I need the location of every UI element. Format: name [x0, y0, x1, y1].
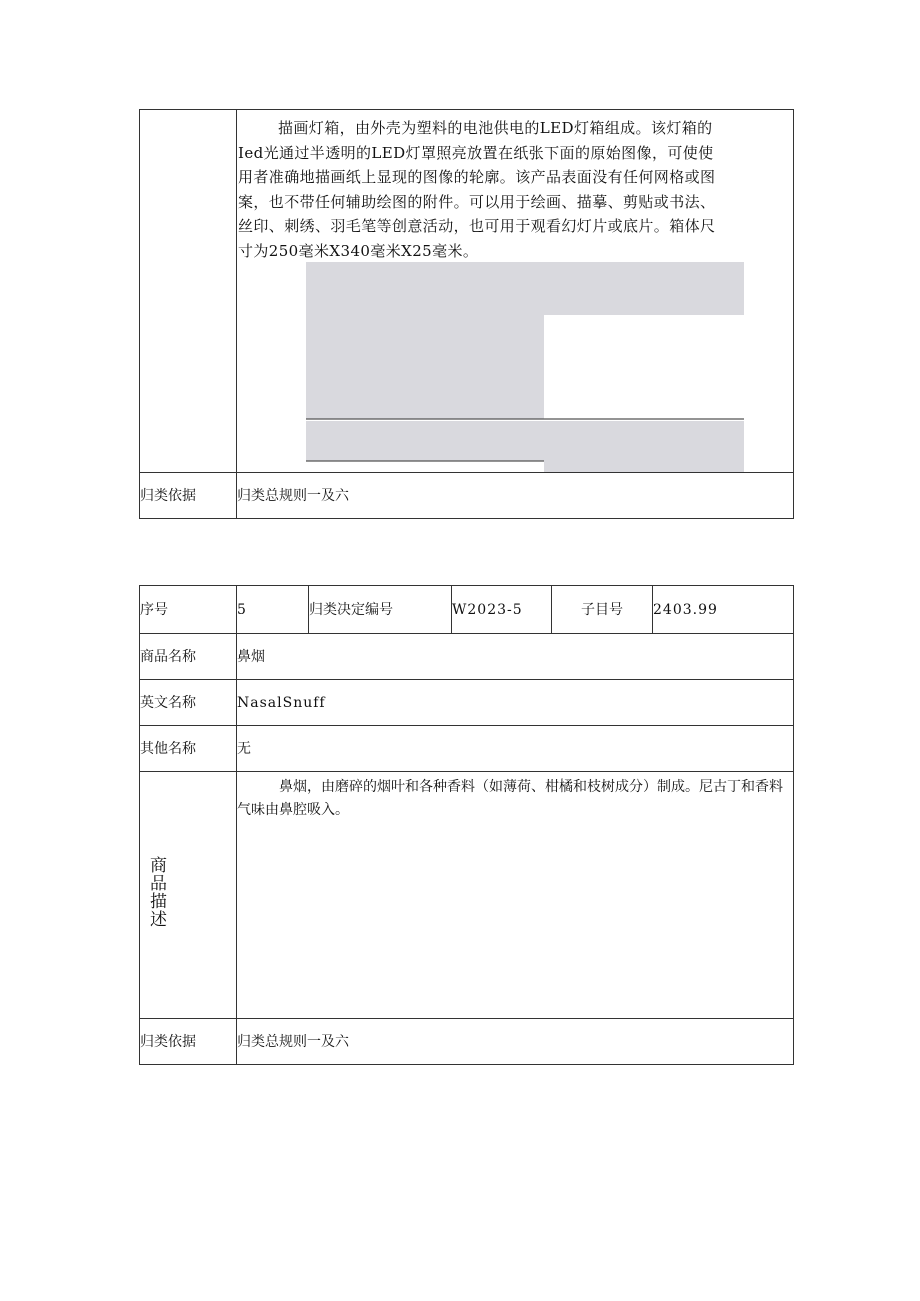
product-description-text: 鼻烟，由磨碎的烟叶和各种香料（如薄荷、柑橘和枝树成分）制成。尼古丁和香料气味由鼻腔吸入。 [237, 779, 783, 818]
basis-label: 归类依据 [140, 473, 237, 519]
basis-value: 归类总规则一及六 [237, 473, 794, 519]
subheading-label: 子目号 [552, 586, 653, 634]
seq-label: 序号 [140, 586, 237, 634]
description-row [140, 110, 794, 473]
other-name-label: 其他名称 [140, 726, 237, 772]
product-name-label: 商品名称 [140, 634, 237, 680]
basis-row [140, 473, 794, 519]
product-description-label: 商品描述 [146, 856, 166, 928]
description-label-cell [140, 110, 237, 473]
description-cell [237, 110, 794, 473]
decision-number-value: W2023-5 [452, 586, 552, 634]
other-name-row [140, 726, 794, 772]
record-table-prev [139, 109, 794, 519]
product-description-cell [237, 772, 794, 1019]
product-description-label-cell [140, 772, 237, 1019]
basis-label: 归类依据 [140, 1019, 237, 1065]
product-name-value: 鼻烟 [237, 634, 794, 680]
record-table [139, 585, 794, 1065]
basis-row [140, 1019, 794, 1065]
subheading-value: 2403.99 [653, 586, 794, 634]
seq-value: 5 [237, 586, 309, 634]
english-name-label: 英文名称 [140, 680, 237, 726]
english-name-value: NasalSnuff [237, 680, 794, 726]
basis-value: 归类总规则一及六 [237, 1019, 794, 1065]
product-description-text: 描画灯箱，由外壳为塑料的电池供电的LED灯箱组成。该灯箱的Ied光通过半透明的LED灯罩照亮放置在纸张下面的原始图像，可使使用者准确地描画纸上显现的图像的轮廓。该产品表面没有任何网格或图案，也不带任何辅助绘图的附件。可以用于绘画、描摹、剪贴或书法、丝印、刺绣、羽毛笔等创意活动，也可用于观看幻灯片或底片。箱体尺寸为250毫米X340毫米X25毫米。 [238, 119, 716, 260]
english-name-row [140, 680, 794, 726]
header-row [140, 586, 794, 634]
product-name-row [140, 634, 794, 680]
product-image [306, 262, 744, 472]
other-name-value: 无 [237, 726, 794, 772]
decision-number-label: 归类决定编号 [309, 586, 452, 634]
product-description-row [140, 772, 794, 1019]
